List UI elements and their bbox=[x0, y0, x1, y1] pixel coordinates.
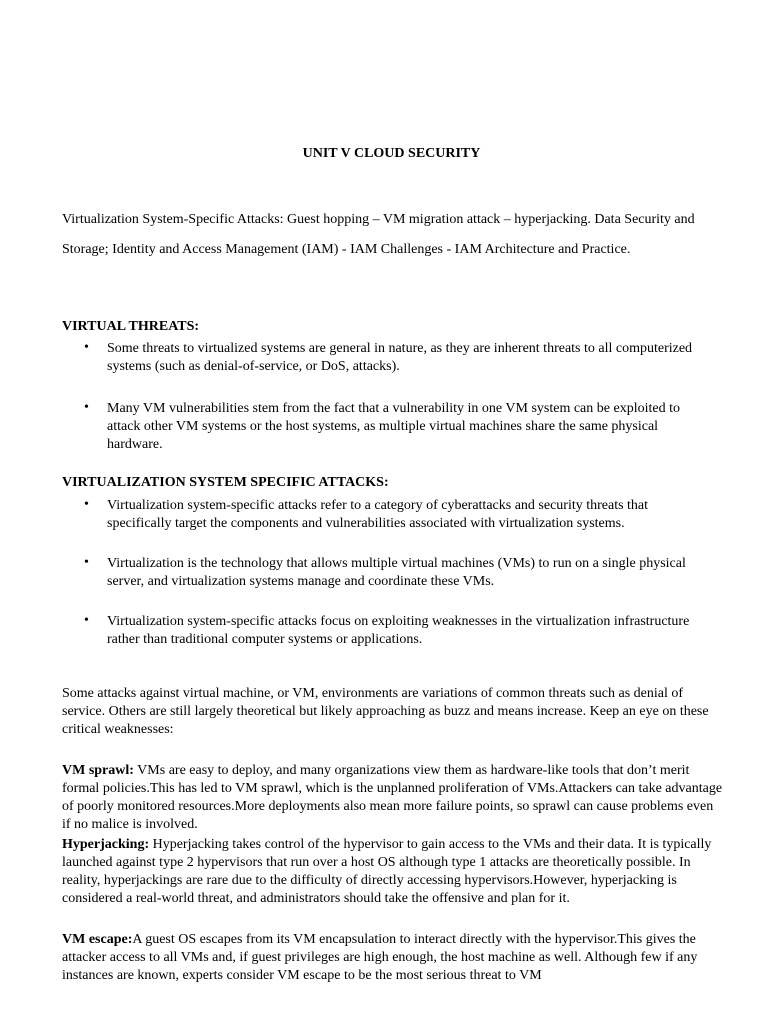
vm-sprawl-term: VM sprawl: bbox=[62, 763, 134, 778]
virtual-threats-list bbox=[84, 340, 704, 454]
bullet-icon: • bbox=[84, 400, 89, 415]
vm-escape-paragraph bbox=[62, 931, 724, 985]
virtual-threats-heading: VIRTUAL THREATS: bbox=[62, 319, 200, 334]
list-item bbox=[84, 613, 704, 649]
vm-escape-text: A guest OS escapes from its VM encapsulation to interact directly with the hypervisor.This gives the attacker access to all VMs and, if guest privileges are high enough, the host machine as well. Although few if any instances are known, experts consider VM escape to be the most serious threat to VM bbox=[62, 932, 698, 983]
list-item-text: Some threats to virtualized systems are general in nature, as they are inherent threats to all computerized systems (such as denial-of-service, or DoS, attacks). bbox=[107, 341, 693, 374]
list-item-text: Virtualization system-specific attacks refer to a category of cyberattacks and security threats that specifically target the components and vulnerabilities associated with virtualization systems. bbox=[107, 498, 649, 531]
vm-sprawl-text: VMs are easy to deploy, and many organizations view them as hardware-like tools that don’t merit formal policies.This has led to VM sprawl, which is the unplanned proliferation of VMs.Attackers can take advantage of poorly monitored resources.More deployments also mean more failure points, so sprawl can cause problems even if no malice is involved. bbox=[62, 763, 723, 832]
bullet-icon: • bbox=[84, 613, 89, 628]
list-item-text: Virtualization is the technology that allows multiple virtual machines (VMs) to run on a single physical server, and virtualization systems manage and coordinate these VMs. bbox=[107, 556, 686, 589]
bullet-icon: • bbox=[84, 497, 89, 512]
bullet-icon: • bbox=[84, 555, 89, 570]
specific-attacks-list bbox=[84, 497, 704, 649]
specific-attacks-heading: VIRTUALIZATION SYSTEM SPECIFIC ATTACKS: bbox=[62, 475, 389, 490]
list-item-text: Virtualization system-specific attacks focus on exploiting weaknesses in the virtualization infrastructure rather than traditional computer systems or applications. bbox=[107, 614, 690, 647]
hyperjacking-term: Hyperjacking: bbox=[62, 837, 150, 852]
list-item bbox=[84, 497, 704, 533]
list-item-text: Many VM vulnerabilities stem from the fact that a vulnerability in one VM system can be exploited to attack other VM systems or the host systems, as multiple virtual machines share the same physical hardware. bbox=[107, 401, 680, 452]
list-item bbox=[84, 340, 704, 376]
list-item bbox=[84, 400, 704, 454]
vm-escape-term: VM escape: bbox=[62, 932, 133, 947]
vm-sprawl-paragraph bbox=[62, 762, 724, 834]
overview-paragraph: Some attacks against virtual machine, or VM, environments are variations of common threats such as denial of service. Others are still largely theoretical but likely approaching as buzz and means increase. Keep an eye on these critical weaknesses: bbox=[62, 686, 709, 737]
bullet-icon: • bbox=[84, 340, 89, 355]
hyperjacking-paragraph bbox=[62, 836, 724, 908]
syllabus-intro: Virtualization System-Specific Attacks: Guest hopping – VM migration attack – hyperjacking. Data Security and Storage; Identity and Access Management (IAM) - IAM Challenges - IAM Architecture and Practice. bbox=[62, 212, 695, 257]
list-item bbox=[84, 555, 704, 591]
hyperjacking-text: Hyperjacking takes control of the hypervisor to gain access to the VMs and their data. It is typically launched against type 2 hypervisors that run over a host OS although type 1 attacks are theoretically possible. In reality, hyperjackings are rare due to the difficulty of directly accessing hypervisors.However, hyperjacking is considered a real-world threat, and administrators should take the offensive and plan for it. bbox=[62, 837, 712, 906]
page-title: UNIT V CLOUD SECURITY bbox=[302, 146, 481, 161]
